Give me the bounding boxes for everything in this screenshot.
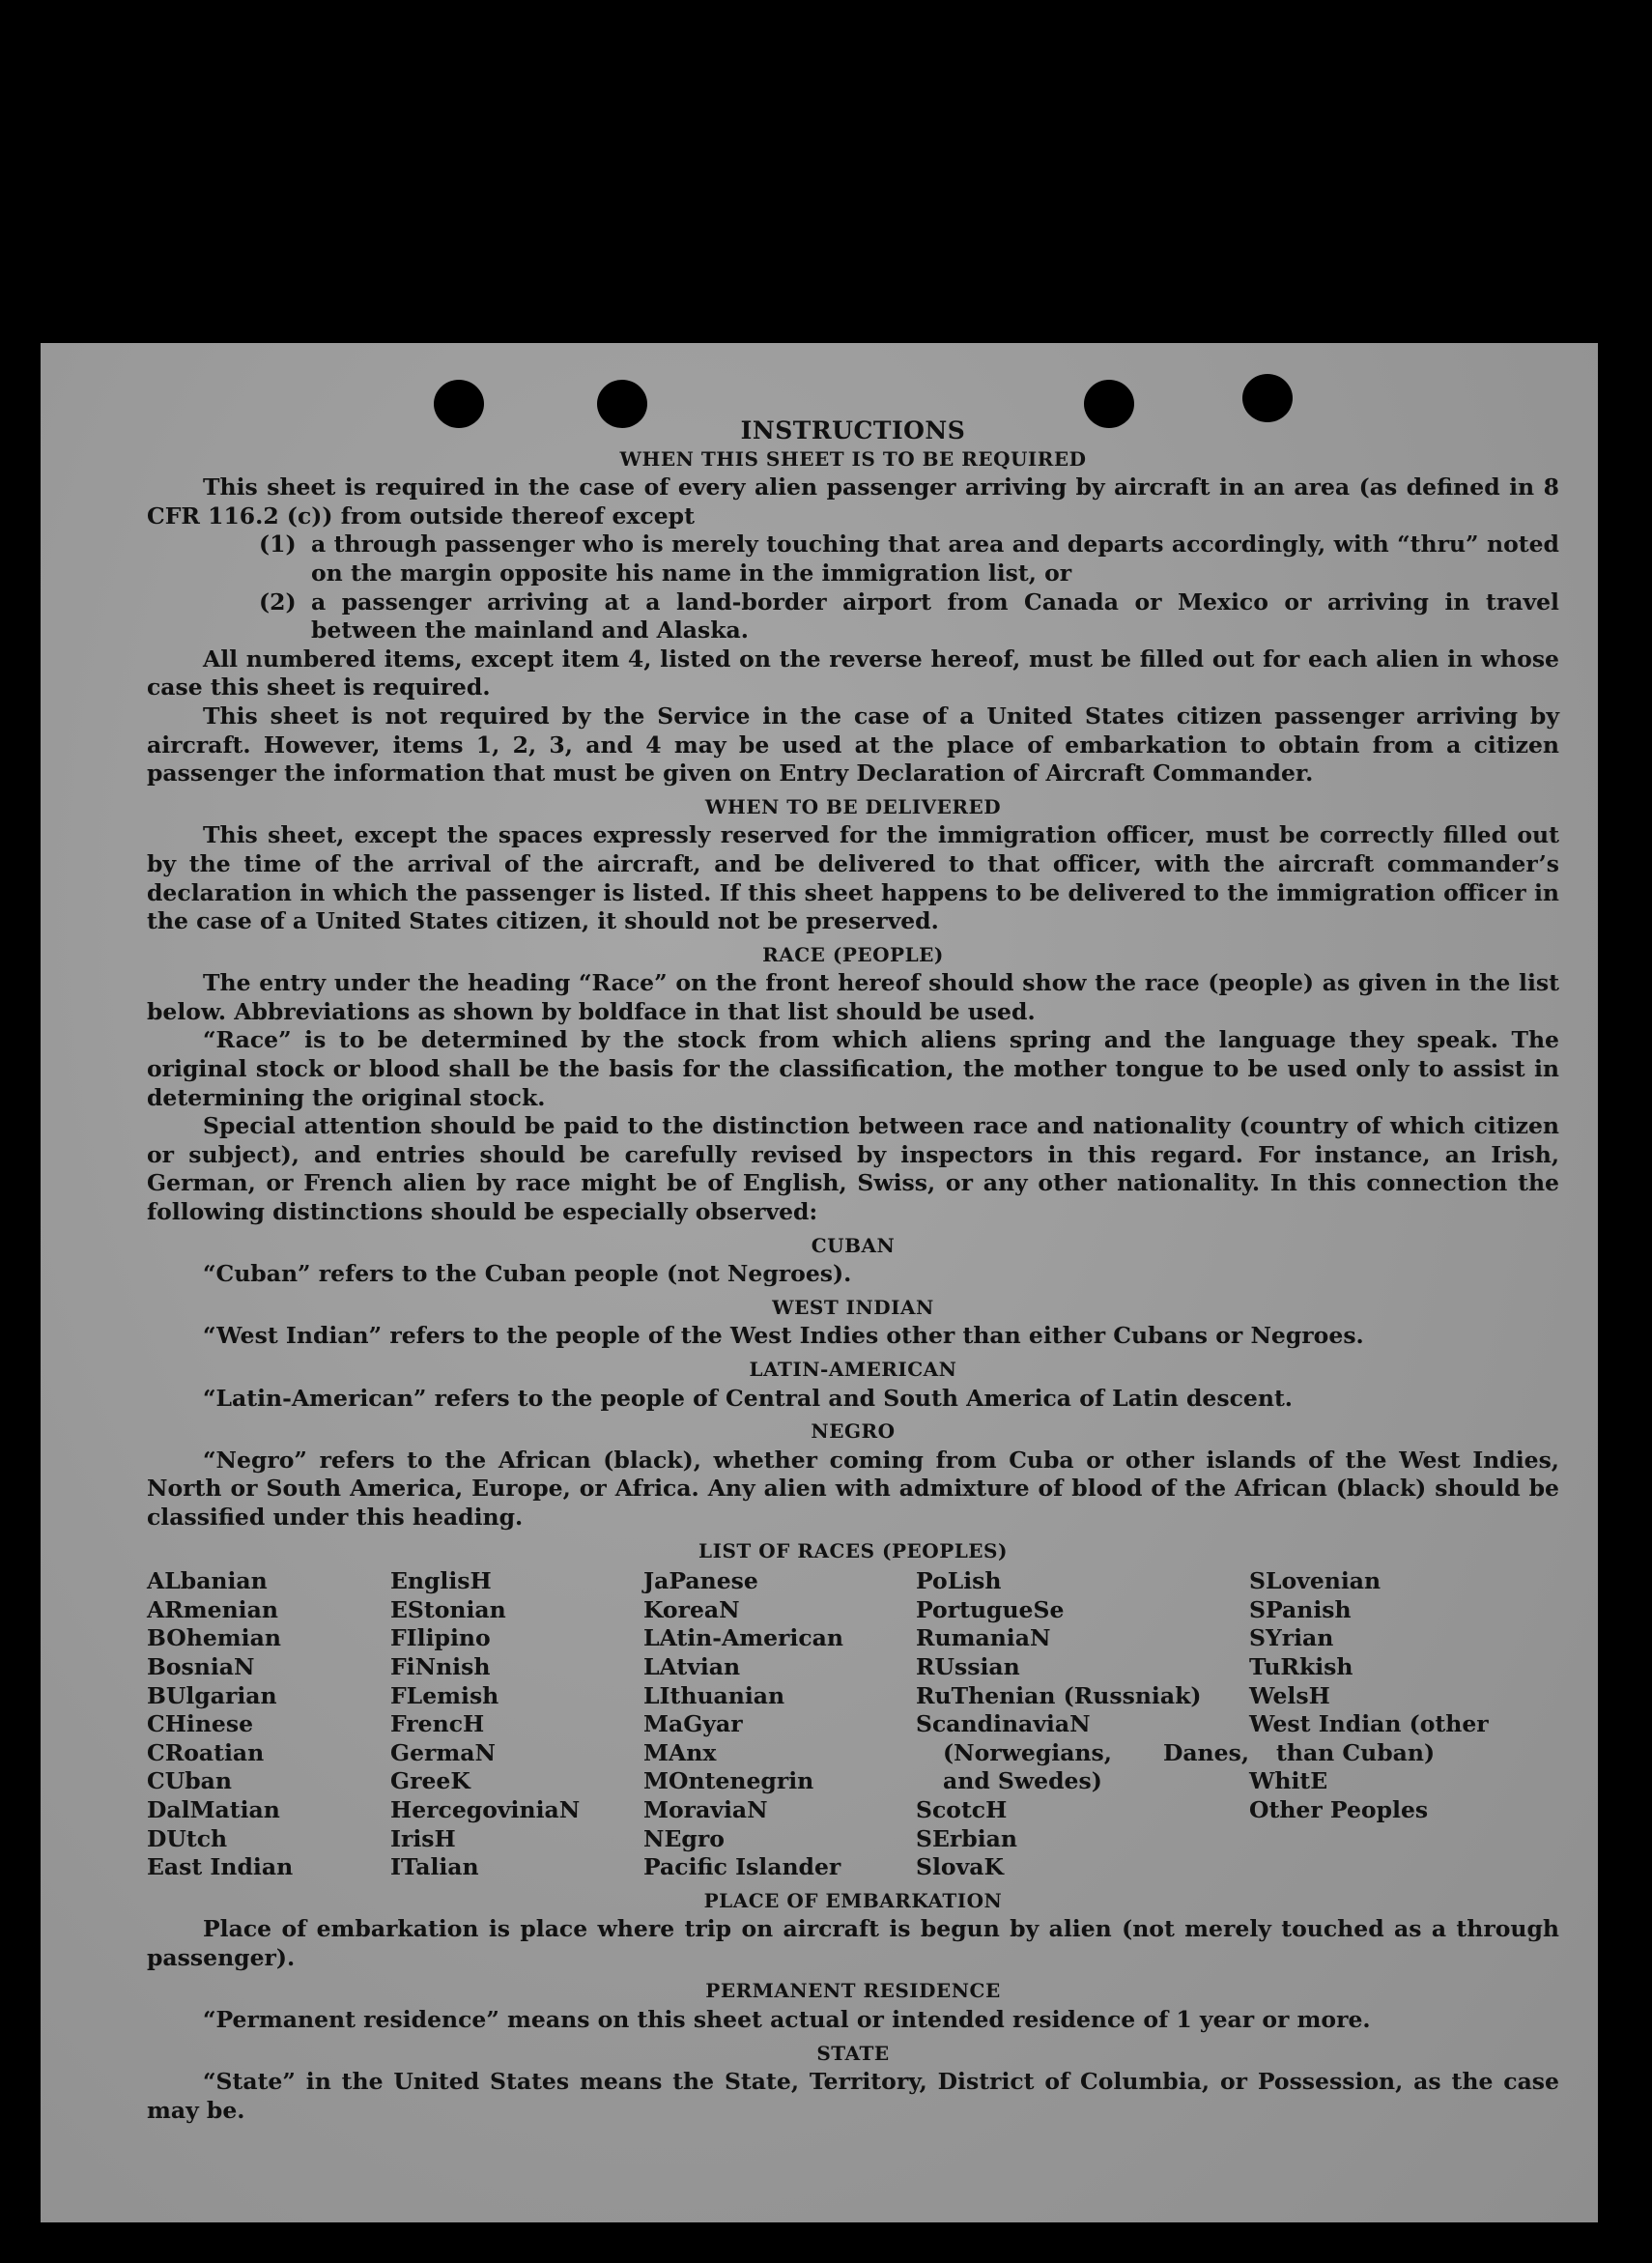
paragraph: This sheet is required in the case of every alien passenger arriving by aircraft in an area (as defined in 8 CFR 116.2 (c)) from outside thereof except — [147, 473, 1559, 530]
punch-hole — [1242, 374, 1293, 422]
race-item: BosniaN — [147, 1652, 255, 1680]
paragraph: “Race” is to be determined by the stock from which aliens spring and the language they speak. The original stock or blood shall be the basis for the classification, the mother tongue to be used only to assist in determining the original stock. — [147, 1026, 1559, 1111]
race-item: Pacific Islander — [643, 1853, 841, 1881]
race-item: LIthuanian — [643, 1681, 785, 1709]
paragraph: “Latin-American” refers to the people of Central and South America of Latin descent. — [203, 1384, 1293, 1412]
paragraph: “Negro” refers to the African (black), whether coming from Cuba or other islands of the West Indies, North or South America, Europe, or Africa. Any alien with admixture of blood of the African (black) should be classified under this heading. — [147, 1446, 1559, 1531]
item-text: a passenger arriving at a land-border airport from Canada or Mexico or arriving in travel between the mainland and Alaska. — [311, 587, 1559, 645]
race-item: PortugueSe — [916, 1595, 1065, 1623]
race-item: MaGyar — [643, 1710, 743, 1738]
race-item: SYrian — [1249, 1624, 1334, 1652]
item-number: (1) — [259, 530, 297, 559]
race-item: FLemish — [390, 1681, 499, 1709]
race-item: RumaniaN — [916, 1624, 1051, 1652]
paragraph: “Permanent residence” means on this sheet actual or intended residence of 1 year or more. — [203, 2006, 1371, 2034]
race-item: DUtch — [147, 1824, 228, 1852]
race-item: RUssian — [916, 1652, 1020, 1680]
race-item: SlovaK — [916, 1853, 1004, 1881]
section-heading: LATIN-AMERICAN — [749, 1358, 957, 1381]
paragraph: Special attention should be paid to the distinction between race and nationality (country of which citizen or subject), and entries should be carefully revised by inspectors in this regard. For instance, an Irish, German, or French alien by race might be of English, Swiss, or any other nationality. In this connection the following distinctions should be especially observed: — [147, 1112, 1559, 1226]
race-item: ITalian — [390, 1853, 479, 1881]
race-item: DalMatian — [147, 1795, 280, 1823]
race-item: West Indian (other than Cuban) — [1249, 1710, 1489, 1766]
race-item: LAtin-American — [643, 1624, 843, 1652]
race-item: EStonian — [390, 1595, 506, 1623]
document-sheet — [41, 343, 1598, 2222]
race-item: FIlipino — [390, 1624, 491, 1652]
list-item — [259, 530, 1559, 587]
race-item: TuRkish — [1249, 1652, 1353, 1680]
race-item: JaPanese — [643, 1567, 758, 1595]
race-column — [916, 1567, 1249, 1882]
race-item: FrencH — [390, 1710, 485, 1738]
paragraph: The entry under the heading “Race” on the front hereof should show the race (people) as given in the list below. Abbreviations as shown by boldface in that list should be used. — [147, 969, 1559, 1025]
race-column — [643, 1567, 916, 1882]
race-item: SPanish — [1249, 1595, 1352, 1623]
race-item: ScandinaviaN (Norwegians, Danes, and Swedes) — [916, 1710, 1249, 1795]
race-item: CUban — [147, 1767, 232, 1795]
section-heading: CUBAN — [811, 1233, 896, 1257]
section-heading: NEGRO — [811, 1419, 896, 1444]
section-heading: WHEN THIS SHEET IS TO BE REQUIRED — [619, 446, 1087, 471]
paragraph: This sheet is not required by the Service in the case of a United States citizen passenger arriving by aircraft. However, items 1, 2, 3, and 4 may be used at the place of embarkation to obtain from a citizen passenger the information that must be given on Entry Declaration of Aircraft Commander. — [147, 702, 1559, 788]
race-item: GreeK — [390, 1767, 470, 1795]
page-title: INSTRUCTIONS — [740, 416, 966, 444]
section-heading: RACE (PEOPLE) — [762, 942, 944, 966]
paragraph: Place of embarkation is place where trip on aircraft is begun by alien (not merely touched as a through passenger). — [147, 1915, 1559, 1971]
race-item: CRoatian — [147, 1738, 265, 1766]
section-heading: WHEN TO BE DELIVERED — [704, 794, 1002, 818]
race-item: HercegoviniaN — [390, 1795, 581, 1823]
race-item: LAtvian — [643, 1652, 741, 1680]
paragraph: “State” in the United States means the State, Territory, District of Columbia, or Possession, as the case may be. — [147, 2068, 1559, 2124]
paragraph: All numbered items, except item 4, listed on the reverse hereof, must be filled out for each alien in whose case this sheet is required. — [147, 645, 1559, 702]
race-column — [1249, 1567, 1529, 1882]
race-item: SLovenian — [1249, 1567, 1381, 1595]
race-item: FiNnish — [390, 1652, 491, 1680]
section-heading: PLACE OF EMBARKATION — [703, 1888, 1003, 1912]
section-heading: PERMANENT RESIDENCE — [705, 1979, 1001, 2003]
item-number: (2) — [259, 587, 297, 616]
section-heading: LIST OF RACES (PEOPLES) — [698, 1538, 1008, 1562]
race-item: CHinese — [147, 1710, 254, 1738]
race-list — [147, 1567, 1559, 1882]
race-item: WelsH — [1249, 1681, 1330, 1709]
race-item: Other Peoples — [1249, 1795, 1429, 1823]
paragraph: This sheet, except the spaces expressly reserved for the immigration officer, must be correctly filled out by the time of the arrival of the aircraft, and be delivered to that officer, with the aircraft commander’s declaration in which the passenger is listed. If this sheet happens to be delivered to the immigration officer in the case of a United States citizen, it should not be preserved. — [147, 821, 1559, 935]
race-item: GermaN — [390, 1738, 496, 1766]
race-item: PoLish — [916, 1567, 1002, 1595]
paragraph: “Cuban” refers to the Cuban people (not Negroes). — [203, 1260, 852, 1288]
race-item: East Indian — [147, 1853, 294, 1881]
instructions-body — [147, 416, 1559, 2125]
race-item: MAnx — [643, 1738, 717, 1766]
race-item: MOntenegrin — [643, 1767, 814, 1795]
race-item: SErbian — [916, 1824, 1017, 1852]
section-heading: STATE — [816, 2041, 890, 2065]
race-item: KoreaN — [643, 1595, 740, 1623]
race-item: BUlgarian — [147, 1681, 277, 1709]
section-heading: WEST INDIAN — [772, 1295, 934, 1319]
race-item: NEgro — [643, 1824, 725, 1852]
race-column — [147, 1567, 390, 1882]
race-item: ARmenian — [147, 1595, 278, 1623]
race-item: ScotcH — [916, 1795, 1008, 1823]
item-text: a through passenger who is merely touching that area and departs accordingly, with “thru” noted on the margin opposite his name in the immigration list, or — [311, 530, 1559, 587]
race-item: WhitE — [1249, 1767, 1328, 1795]
race-item: RuThenian (Russniak) — [916, 1681, 1202, 1709]
race-item: IrisH — [390, 1824, 456, 1852]
race-item: EnglisH — [390, 1567, 492, 1595]
paragraph: “West Indian” refers to the people of the West Indies other than either Cubans or Negroes. — [203, 1322, 1364, 1350]
race-item: MoraviaN — [643, 1795, 768, 1823]
race-column — [390, 1567, 643, 1882]
list-item — [259, 588, 1559, 645]
race-item: ALbanian — [147, 1567, 268, 1595]
race-item: BOhemian — [147, 1624, 281, 1652]
